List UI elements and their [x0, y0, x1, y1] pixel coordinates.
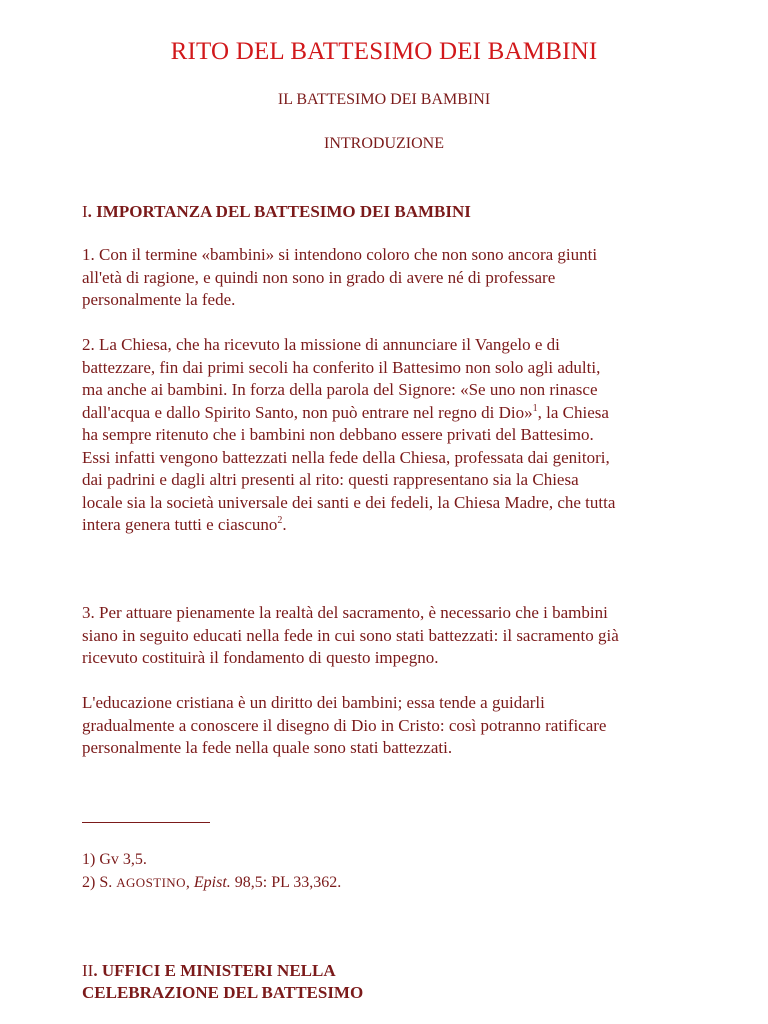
section-2-heading	[82, 960, 363, 1004]
paragraph-2-part-a: 2. La Chiesa, che ha ricevuto la missione di annunciare il Vangelo e di battezzare, fin dai primi secoli ha conferito il Battesimo non solo agli adulti, ma anche ai bambini. In forza della parola del Signore: «Se uno non rinasce dall'acqua e dallo Spirito Santo, non può entrare nel regno di Dio»	[82, 335, 601, 422]
footnote-separator	[82, 822, 210, 823]
section-1-title: . IMPORTANZA DEL BATTESIMO DEI BAMBINI	[87, 202, 471, 221]
document-subtitle: IL BATTESIMO DEI BAMBINI	[277, 91, 491, 108]
footnote-marker-2[interactable]: 2	[277, 515, 283, 526]
section-2-number: II	[82, 961, 94, 980]
paragraph-3-continued: L'educazione cristiana è un diritto dei bambini; essa tende a guidarli gradualmente a conoscere il disegno di Dio in Cristo: così potranno ratificare personalmente la fede nella quale sono stati battezzati.	[82, 693, 607, 757]
paragraph-1: 1. Con il termine «bambini» si intendono coloro che non sono ancora giunti all'età di ragione, e quindi non sono in grado di avere né di professare personalmente la fede.	[82, 245, 598, 309]
paragraph-2-period: .	[282, 515, 287, 534]
section-2-title-line-1: . UFFICI E MINISTERI NELLA	[93, 961, 336, 980]
footnote-1: 1) Gv 3,5.	[82, 851, 147, 868]
section-1-heading	[82, 201, 471, 223]
paragraph-3: 3. Per attuare pienamente la realtà del sacramento, è necessario che i bambini siano in seguito educati nella fede in cui sono stati battezzati: il sacramento già ricevuto costituirà il fondamento di questo impegno.	[82, 603, 619, 667]
footnote-2-prefix: 2) S.	[82, 874, 117, 891]
footnote-2-sep: ,	[185, 874, 194, 891]
section-1-number: I	[82, 202, 88, 221]
footnote-2-author: AGOSTINO	[116, 875, 186, 890]
introduction-heading: INTRODUZIONE	[324, 135, 444, 152]
footnote-marker-1[interactable]: 1	[532, 402, 538, 414]
paragraph-2	[82, 334, 622, 537]
document-title: RITO DEL BATTESIMO DEI BAMBINI	[170, 38, 598, 65]
footnote-2	[82, 872, 341, 894]
footnote-2-work: Epist.	[193, 874, 231, 891]
paragraph-2-part-b: , la Chiesa ha sempre ritenuto che i bambini non debbano essere privati del Battesimo. Essi infatti vengono battezzati nella fede della Chiesa, professata dai genitori, dai padrini e dagli altri presenti al rito: questi rappresentano sia la Chiesa locale sia la società universale dei santi e dei fedeli, la Chiesa Madre, che tutta intera genera tutti e ciascuno	[82, 402, 616, 534]
footnote-2-ref: 98,5: PL 33,362.	[230, 874, 342, 891]
section-2-title-line-2: CELEBRAZIONE DEL BATTESIMO	[82, 983, 364, 1002]
